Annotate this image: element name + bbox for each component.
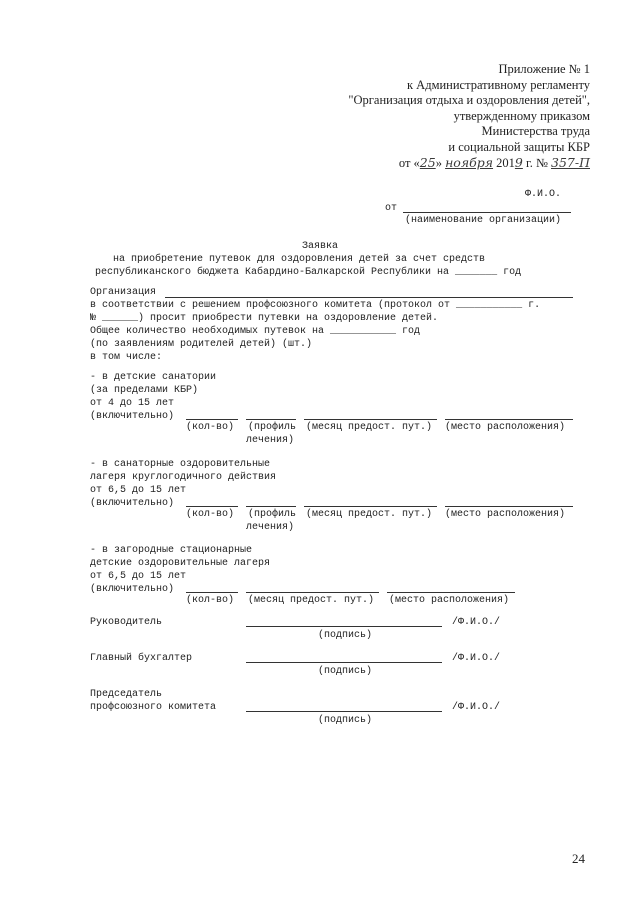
- section-3-place-line: [387, 592, 515, 593]
- signature-fio-accountant: /Ф.И.О./: [452, 653, 501, 664]
- handwritten-day: 25: [419, 155, 436, 170]
- appendix-line-2: к Административному регламенту: [406, 77, 590, 92]
- appendix-header: [348, 62, 590, 172]
- section-2-line-3: от 6,5 до 15 лет: [90, 485, 187, 496]
- handwritten-month: ноября: [445, 155, 494, 170]
- section-2-caption-place: (место расположения): [445, 509, 566, 520]
- section-1-caption-profile: (профиль: [248, 422, 297, 433]
- section-1-caption-place: (место расположения): [445, 422, 566, 433]
- signature-role-chair-1: Председатель: [90, 689, 163, 700]
- section-2-line-1: - в санаторные оздоровительные: [90, 459, 271, 470]
- recipient-org-line: [403, 212, 571, 213]
- section-1-month-line: [304, 419, 437, 420]
- section-2-line-2: лагеря круглогодичного действия: [90, 472, 277, 483]
- request-subtitle-1: на приобретение путевок для оздоровления детей за счет средств: [113, 254, 486, 265]
- section-3-line-4: (включительно): [90, 584, 175, 595]
- section-2-caption-qty: (кол-во): [186, 509, 235, 520]
- recipient-from: от: [385, 203, 398, 214]
- section-2-qty-line: [186, 506, 238, 507]
- recipient-fio: Ф.И.О.: [525, 189, 562, 200]
- section-3-caption-qty: (кол-во): [186, 595, 235, 606]
- section-1-caption-extra: лечения): [246, 435, 295, 446]
- appendix-line-5: Министерства труда: [481, 124, 590, 138]
- signature-role-director: Руководитель: [90, 617, 163, 628]
- section-1-caption-month: (месяц предост. пут.): [306, 422, 433, 433]
- including-label: в том числе:: [90, 352, 163, 363]
- section-1-caption-qty: (кол-во): [186, 422, 235, 433]
- section-3-line-2: детские оздоровительные лагеря: [90, 558, 271, 569]
- section-2-caption-month: (месяц предост. пут.): [306, 509, 433, 520]
- recipient-org-caption: (наименование организации): [405, 215, 562, 226]
- section-2-caption-profile: (профиль: [248, 509, 297, 520]
- handwritten-order-number: 357-П: [551, 155, 590, 170]
- section-3-caption-month: (месяц предост. пут.): [248, 595, 375, 606]
- signature-caption-accountant: (подпись): [318, 666, 373, 677]
- signature-role-accountant: Главный бухгалтер: [90, 653, 193, 664]
- section-1-line-2: (за пределами КБР): [90, 385, 199, 396]
- decision-line-1: в соответствии с решением профсоюзного комитета (протокол от ___________ г.: [90, 300, 541, 311]
- section-1-line-4: (включительно): [90, 411, 175, 422]
- signature-role-chair-2: профсоюзного комитета: [90, 702, 217, 713]
- signature-caption-chair: (подпись): [318, 715, 373, 726]
- section-2-caption-extra: лечения): [246, 522, 295, 533]
- section-3-line-3: от 6,5 до 15 лет: [90, 571, 187, 582]
- request-title: Заявка: [301, 241, 338, 252]
- signature-line-chair: [246, 711, 442, 712]
- section-1-line-3: от 4 до 15 лет: [90, 398, 175, 409]
- appendix-date-line: от «25» ноября 2019 г. № 357-П: [398, 155, 590, 170]
- section-1-line-1: - в детские санатории: [90, 372, 217, 383]
- section-2-line-4: (включительно): [90, 498, 175, 509]
- section-2-month-line: [304, 506, 437, 507]
- section-3-month-line: [246, 592, 379, 593]
- section-3-qty-line: [186, 592, 238, 593]
- signature-caption-director: (подпись): [318, 630, 373, 641]
- appendix-line-1: Приложение № 1: [498, 62, 590, 76]
- signature-fio-director: /Ф.И.О./: [452, 617, 501, 628]
- organization-line: [165, 297, 573, 298]
- appendix-line-6: и социальной защиты КБР: [448, 139, 590, 154]
- appendix-line-3: "Организация отдыха и оздоровления детей",: [348, 93, 590, 107]
- appendix-line-4: утвержденному приказом: [453, 108, 590, 123]
- total-line-2: (по заявлениям родителей детей) (шт.): [90, 339, 313, 350]
- total-line-1: Общее количество необходимых путевок на ___________ год: [90, 326, 421, 337]
- section-1-qty-line: [186, 419, 238, 420]
- request-subtitle-2: республиканского бюджета Кабардино-Балкарской Республики на _______ год: [95, 267, 522, 278]
- signature-fio-chair: /Ф.И.О./: [452, 702, 501, 713]
- section-3-line-1: - в загородные стационарные: [90, 545, 253, 556]
- section-2-profile-line: [246, 506, 296, 507]
- section-2-place-line: [445, 506, 573, 507]
- section-3-caption-place: (место расположения): [389, 595, 510, 606]
- decision-line-2: № ______) просит приобрести путевки на оздоровление детей.: [90, 313, 439, 324]
- section-1-profile-line: [246, 419, 296, 420]
- page-number: 24: [572, 851, 585, 866]
- organization-label: Организация: [90, 287, 157, 298]
- handwritten-year-digit: 9: [514, 155, 523, 170]
- signature-line-director: [246, 626, 442, 627]
- signature-line-accountant: [246, 662, 442, 663]
- section-1-place-line: [445, 419, 573, 420]
